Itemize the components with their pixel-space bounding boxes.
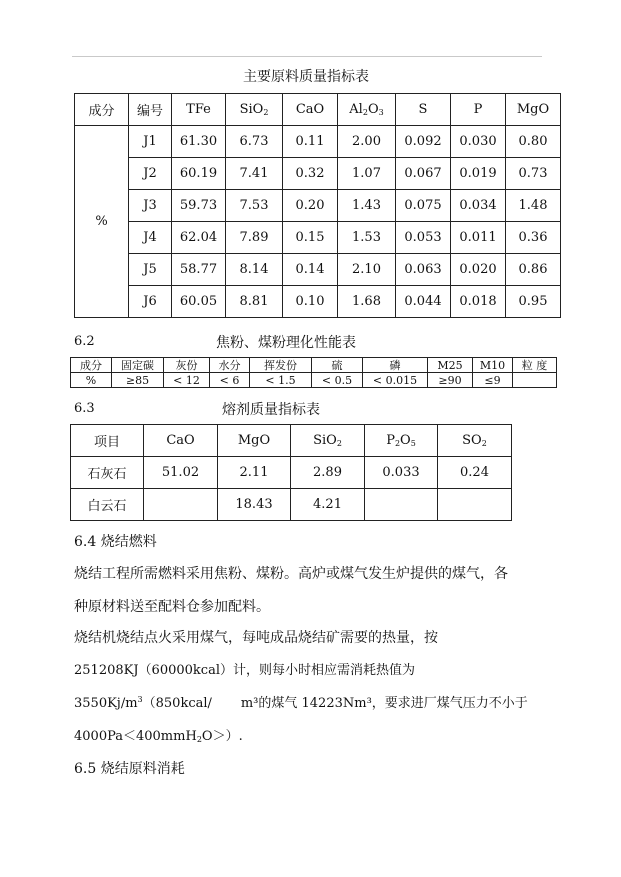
- table-cell: 8.14: [226, 254, 283, 286]
- header-cell: MgO: [506, 94, 561, 126]
- table-cell: 6.73: [226, 126, 283, 158]
- header-cell: 成分: [75, 94, 129, 126]
- table-cell: 1.07: [338, 158, 396, 190]
- table-cell: 62.04: [172, 222, 226, 254]
- table-cell: 0.11: [283, 126, 338, 158]
- table-cell: 2.89: [291, 457, 365, 489]
- table-cell: < 0.5: [312, 373, 363, 388]
- table2-title: 焦粉、煤粉理化性能表: [216, 335, 356, 351]
- header-rule: [72, 56, 542, 57]
- table-cell: 0.030: [451, 126, 506, 158]
- table-cell: [365, 489, 438, 521]
- raw-material-quality-table: [74, 93, 561, 318]
- table-cell: 0.018: [451, 286, 506, 318]
- table-cell: 18.43: [218, 489, 291, 521]
- table-cell: 51.02: [144, 457, 218, 489]
- table-row: [71, 373, 557, 388]
- table-cell: J2: [129, 158, 172, 190]
- table-cell: ≤9: [473, 373, 513, 388]
- header-cell: 编号: [129, 94, 172, 126]
- header-cell: 水分: [210, 358, 250, 373]
- table-cell: %: [71, 373, 112, 388]
- table-cell: 0.063: [396, 254, 451, 286]
- table-cell: < 1.5: [250, 373, 312, 388]
- table-cell: 2.10: [338, 254, 396, 286]
- table-cell: 0.033: [365, 457, 438, 489]
- table-cell: J4: [129, 222, 172, 254]
- table-cell: J5: [129, 254, 172, 286]
- table-cell: 0.20: [283, 190, 338, 222]
- table-cell: 0.10: [283, 286, 338, 318]
- table-cell: 0.32: [283, 158, 338, 190]
- table-cell: 0.067: [396, 158, 451, 190]
- table1-header-row: [75, 94, 561, 126]
- paragraph-line: 烧结工程所需燃料采用焦粉、煤粉。高炉或煤气发生炉提供的煤气，各: [74, 566, 508, 582]
- table-cell: [438, 489, 512, 521]
- table-cell: 0.73: [506, 158, 561, 190]
- table-row: [71, 457, 512, 489]
- table-cell: J3: [129, 190, 172, 222]
- table-cell: 0.80: [506, 126, 561, 158]
- table-row: [75, 158, 561, 190]
- section-heading-6-5: 6.5 烧结原料消耗: [74, 761, 185, 777]
- table-cell: 0.86: [506, 254, 561, 286]
- table-cell: 60.05: [172, 286, 226, 318]
- table-cell: 58.77: [172, 254, 226, 286]
- table3-title: 熔剂质量指标表: [222, 402, 320, 418]
- table-cell: 0.053: [396, 222, 451, 254]
- header-cell: MgO: [218, 425, 291, 457]
- table-cell: 白云石: [71, 489, 144, 521]
- header-cell: M10: [473, 358, 513, 373]
- header-cell: 粒 度: [513, 358, 557, 373]
- table-cell: 0.019: [451, 158, 506, 190]
- table-cell: J6: [129, 286, 172, 318]
- header-cell: 硫: [312, 358, 363, 373]
- header-cell: 挥发份: [250, 358, 312, 373]
- table-cell: 8.81: [226, 286, 283, 318]
- table-cell: 4.21: [291, 489, 365, 521]
- table-cell: ≥90: [428, 373, 473, 388]
- header-cell: CaO: [144, 425, 218, 457]
- unit-cell: %: [75, 126, 129, 318]
- table-cell: [144, 489, 218, 521]
- table-cell: 0.95: [506, 286, 561, 318]
- table-row: [71, 489, 512, 521]
- table-cell: 1.53: [338, 222, 396, 254]
- table-row: [75, 222, 561, 254]
- table-cell: 0.011: [451, 222, 506, 254]
- header-cell: 磷: [363, 358, 428, 373]
- table-row: [75, 126, 561, 158]
- table-cell: J1: [129, 126, 172, 158]
- table2-header-row: [71, 358, 557, 373]
- header-cell: 成分: [71, 358, 112, 373]
- table-row: [75, 190, 561, 222]
- table-cell: 0.14: [283, 254, 338, 286]
- section-number-6-3: 6.3: [74, 401, 95, 416]
- table-cell: 0.36: [506, 222, 561, 254]
- table1-title: 主要原料质量指标表: [243, 69, 369, 85]
- header-cell-sio2: SiO$_2$: [291, 425, 365, 457]
- header-cell-so2: $SO_2$: [438, 425, 512, 457]
- section-number-6-2: 6.2: [74, 334, 95, 349]
- header-cell: M25: [428, 358, 473, 373]
- paragraph-line: $3550Kj/m^3(850kcal/$ m³的煤气 14223Nm³，要求进厂煤气压力不小于: [74, 695, 528, 711]
- header-cell-sio2: SiO$_2$: [226, 94, 283, 126]
- table-cell: 0.044: [396, 286, 451, 318]
- table-cell: 7.89: [226, 222, 283, 254]
- header-cell-p2o5: $P_2O_5$: [365, 425, 438, 457]
- table-cell: ≥85: [112, 373, 164, 388]
- table-cell: 7.41: [226, 158, 283, 190]
- table-cell: [513, 373, 557, 388]
- header-cell: CaO: [283, 94, 338, 126]
- coke-coal-property-table: [70, 357, 557, 388]
- paragraph-line: 烧结机烧结点火采用煤气，每吨成品烧结矿需要的热量，按: [74, 630, 438, 646]
- table-cell: 0.034: [451, 190, 506, 222]
- paragraph-line: 4000Pa＜400mmH$_2$O＞）.: [74, 729, 243, 744]
- table-cell: 0.15: [283, 222, 338, 254]
- table3-header-row: [71, 425, 512, 457]
- table-cell: < 12: [164, 373, 210, 388]
- table-cell: < 6: [210, 373, 250, 388]
- table-cell: 0.075: [396, 190, 451, 222]
- table-row: [75, 254, 561, 286]
- header-cell: P: [451, 94, 506, 126]
- flux-quality-table: [70, 424, 512, 521]
- header-cell: 灰份: [164, 358, 210, 373]
- table-cell: 0.24: [438, 457, 512, 489]
- table-cell: 7.53: [226, 190, 283, 222]
- table-cell: 2.11: [218, 457, 291, 489]
- header-cell: S: [396, 94, 451, 126]
- table-cell: 2.00: [338, 126, 396, 158]
- table-cell: 石灰石: [71, 457, 144, 489]
- table-cell: < 0.015: [363, 373, 428, 388]
- header-cell: 固定碳: [112, 358, 164, 373]
- table-cell: 60.19: [172, 158, 226, 190]
- header-cell: TFe: [172, 94, 226, 126]
- header-cell-al2o3: $Al_2O_3$: [338, 94, 396, 126]
- table-cell: 59.73: [172, 190, 226, 222]
- header-cell: 项目: [71, 425, 144, 457]
- section-heading-6-4: 6.4 烧结燃料: [74, 534, 157, 550]
- table-cell: 0.020: [451, 254, 506, 286]
- table-cell: 0.092: [396, 126, 451, 158]
- table-cell: 61.30: [172, 126, 226, 158]
- table-row: [75, 286, 561, 318]
- paragraph-line: 251208KJ（60000kcal）计，则每小时相应需消耗热值为: [74, 663, 415, 678]
- paragraph-line: 种原材料送至配料仓参加配料。: [74, 599, 270, 615]
- table-cell: 1.48: [506, 190, 561, 222]
- table-cell: 1.68: [338, 286, 396, 318]
- table-cell: 1.43: [338, 190, 396, 222]
